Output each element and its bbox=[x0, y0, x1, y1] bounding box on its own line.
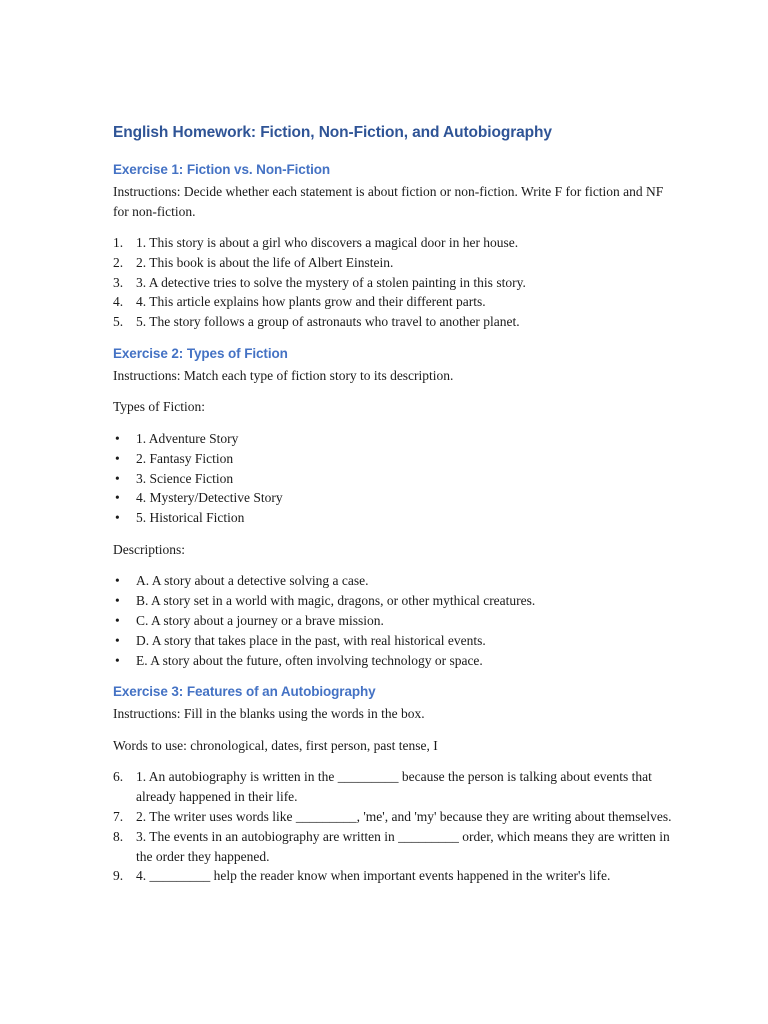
exercise-1-heading: Exercise 1: Fiction vs. Non-Fiction bbox=[113, 162, 331, 177]
exercise-1-instructions: Instructions: Decide whether each statement is about fiction or non-fiction. Write F for fiction and NF for non-fiction. bbox=[113, 184, 664, 219]
list-item bbox=[113, 866, 673, 886]
list-marker: 3. bbox=[113, 274, 124, 290]
list-marker: 1. bbox=[113, 235, 124, 250]
list-item-text: 5. The story follows a group of astronauts who travel to another planet. bbox=[136, 314, 520, 330]
list-item-text: C. A story about a journey or a brave mission. bbox=[136, 613, 384, 629]
exercise-1-list bbox=[113, 233, 673, 332]
list-marker: 5. bbox=[113, 314, 124, 330]
list-item bbox=[113, 611, 673, 631]
exercise-3-section bbox=[113, 684, 673, 886]
list-marker: 2. bbox=[113, 254, 124, 270]
list-item-text: 1. An autobiography is written in the _________ because the person is talking about events that already happened in their life. bbox=[136, 769, 652, 805]
exercise-3-heading: Exercise 3: Features of an Autobiography bbox=[113, 684, 376, 700]
list-item bbox=[113, 469, 673, 489]
list-item-text: 3. A detective tries to solve the mystery of a stolen painting in this story. bbox=[136, 274, 526, 290]
list-marker: 6. bbox=[113, 769, 124, 785]
list-marker: 8. bbox=[113, 828, 124, 844]
list-item-text: 1. Adventure Story bbox=[136, 430, 239, 446]
list-item-text: 5. Historical Fiction bbox=[136, 510, 245, 526]
descriptions-list bbox=[113, 571, 673, 670]
list-item bbox=[113, 631, 673, 651]
list-item bbox=[113, 827, 673, 867]
bullet-marker: • bbox=[115, 510, 120, 526]
list-item bbox=[113, 651, 673, 671]
list-item-text: 3. The events in an autobiography are written in _________ order, which means they are written in the order they happened. bbox=[136, 828, 670, 864]
bullet-marker: • bbox=[115, 470, 120, 486]
bullet-marker: • bbox=[115, 430, 120, 446]
types-of-fiction-label: Types of Fiction: bbox=[113, 399, 206, 415]
document-title: English Homework: Fiction, Non-Fiction, and Autobiography bbox=[113, 124, 552, 141]
word-bank: Words to use: chronological, dates, first person, past tense, I bbox=[113, 737, 438, 753]
list-item-text: 4. This article explains how plants grow and their different parts. bbox=[136, 294, 486, 310]
exercise-3-list bbox=[113, 767, 673, 886]
bullet-marker: • bbox=[115, 573, 120, 589]
list-item bbox=[113, 292, 673, 312]
exercise-2-instructions: Instructions: Match each type of fiction story to its description. bbox=[113, 367, 454, 383]
list-item bbox=[113, 591, 673, 611]
bullet-marker: • bbox=[115, 652, 120, 668]
list-item-text: B. A story set in a world with magic, dragons, or other mythical creatures. bbox=[136, 593, 536, 609]
list-item bbox=[113, 312, 673, 332]
list-item bbox=[113, 253, 673, 273]
list-item-text: E. A story about the future, often involving technology or space. bbox=[136, 652, 483, 668]
list-item bbox=[113, 449, 673, 469]
list-marker: 4. bbox=[113, 294, 124, 310]
list-item-text: 3. Science Fiction bbox=[136, 470, 234, 486]
exercise-2-section bbox=[113, 346, 673, 670]
list-item bbox=[113, 488, 673, 508]
descriptions-label: Descriptions: bbox=[113, 541, 185, 557]
bullet-marker: • bbox=[115, 450, 120, 466]
document-page bbox=[113, 124, 673, 886]
types-of-fiction-list bbox=[113, 429, 673, 528]
list-marker: 9. bbox=[113, 868, 124, 884]
bullet-marker: • bbox=[115, 613, 120, 629]
list-item-text: 2. The writer uses words like _________, 'me', and 'my' because they are writing about themselves. bbox=[136, 809, 672, 825]
list-marker: 7. bbox=[113, 809, 124, 825]
list-item-text: 1. This story is about a girl who discovers a magical door in her house. bbox=[136, 235, 519, 250]
list-item bbox=[113, 233, 673, 253]
list-item bbox=[113, 767, 673, 807]
bullet-marker: • bbox=[115, 632, 120, 648]
exercise-3-instructions: Instructions: Fill in the blanks using the words in the box. bbox=[113, 706, 425, 722]
list-item-text: 2. Fantasy Fiction bbox=[136, 450, 234, 466]
list-item-text: 2. This book is about the life of Albert Einstein. bbox=[136, 254, 394, 270]
list-item bbox=[113, 508, 673, 528]
list-item bbox=[113, 429, 673, 449]
list-item-text: 4. Mystery/Detective Story bbox=[136, 490, 283, 506]
list-item-text: 4. _________ help the reader know when important events happened in the writer's life. bbox=[136, 868, 611, 884]
list-item-text: A. A story about a detective solving a case. bbox=[136, 573, 369, 589]
bullet-marker: • bbox=[115, 593, 120, 609]
list-item bbox=[113, 807, 673, 827]
list-item bbox=[113, 571, 673, 591]
list-item bbox=[113, 273, 673, 293]
bullet-marker: • bbox=[115, 490, 120, 506]
exercise-1-section bbox=[113, 162, 673, 332]
list-item-text: D. A story that takes place in the past, with real historical events. bbox=[136, 632, 486, 648]
exercise-2-heading: Exercise 2: Types of Fiction bbox=[113, 345, 288, 361]
